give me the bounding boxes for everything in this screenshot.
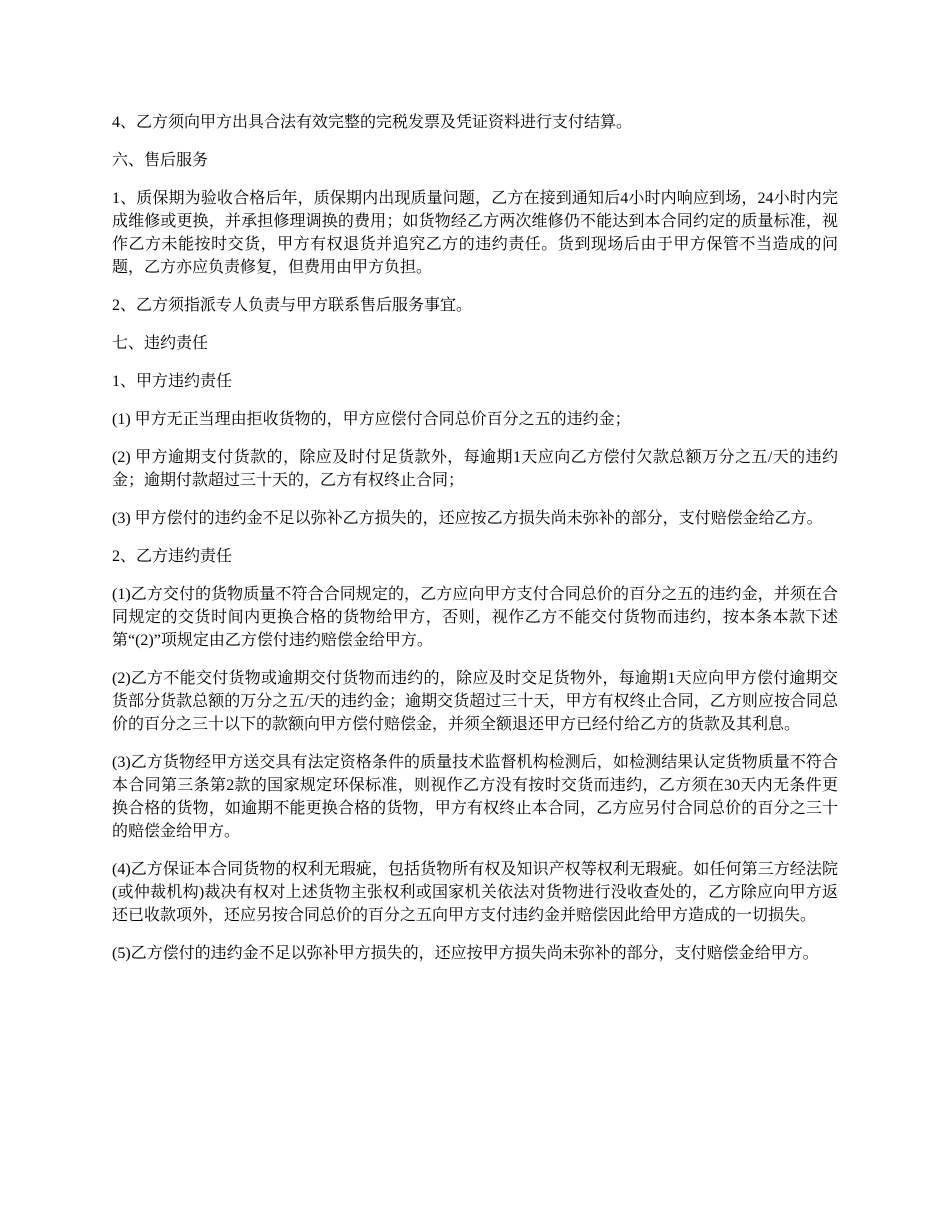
clause-invoice-settlement: 4、乙方须向甲方出具合法有效完整的完税发票及凭证资料进行支付结算。 <box>112 114 633 131</box>
subheading-party-b-liability: 2、乙方违约责任 <box>112 548 233 565</box>
document-page <box>112 111 838 980</box>
section-heading-liability: 七、违约责任 <box>112 335 209 352</box>
party-b-item-4: (4)乙方保证本合同货物的权利无瑕疵，包括货物所有权及知识产权等权利无瑕疵。如任何第三方经法院(或仲裁机构)裁决有权对上述货物主张权利或国家机关依法对货物进行没收查处的，乙方除应向甲方返还已收款项外，还应另按合同总价的百分之五向甲方支付违约金并赔偿因此给甲方造成的一切损失。 <box>112 861 838 924</box>
party-b-item-5: (5)乙方偿付的违约金不足以弥补甲方损失的，还应按甲方损失尚未弥补的部分，支付赔偿金给甲方。 <box>112 945 819 962</box>
section-heading-after-sales: 六、售后服务 <box>112 152 209 169</box>
party-b-item-3: (3)乙方货物经甲方送交具有法定资格条件的质量技术监督机构检测后，如检测结果认定货物质量不符合本合同第三条第2款的国家规定环保标准，则视作乙方没有按时交货而违约，乙方须在30天内无条件更换合格的货物，如逾期不能更换合格的货物，甲方有权终止本合同，乙方应另付合同总价的百分之三十的赔偿金给甲方。 <box>112 754 838 840</box>
party-a-item-2: (2) 甲方逾期支付货款的，除应及时付足货款外，每逾期1天应向乙方偿付欠款总额万分之五/天的违约金；逾期付款超过三十天的，乙方有权终止合同； <box>112 449 838 489</box>
clause-service-contact: 2、乙方须指派专人负责与甲方联系售后服务事宜。 <box>112 297 473 314</box>
party-a-item-1: (1) 甲方无正当理由拒收货物的，甲方应偿付合同总价百分之五的违约金； <box>112 411 631 428</box>
party-a-item-3: (3) 甲方偿付的违约金不足以弥补乙方损失的，还应按乙方损失尚未弥补的部分，支付赔偿金给乙方。 <box>112 510 823 527</box>
clause-warranty-period: 1、质保期为验收合格后年，质保期内出现质量问题，乙方在接到通知后4小时内响应到场，24小时内完成维修或更换，并承担修理调换的费用；如货物经乙方两次维修仍不能达到本合同约定的质量标准，视作乙方未能按时交货，甲方有权退货并追究乙方的违约责任。货到现场后由于甲方保管不当造成的问题，乙方亦应负责修复，但费用由甲方负担。 <box>112 190 838 276</box>
subheading-party-a-liability: 1、甲方违约责任 <box>112 373 233 390</box>
party-b-item-2: (2)乙方不能交付货物或逾期交付货物而违约的，除应及时交足货物外，每逾期1天应向甲方偿付逾期交货部分货款总额的万分之五/天的违约金；逾期交货超过三十天，甲方有权终止合同，乙方则应按合同总价的百分之三十以下的款额向甲方偿付赔偿金，并须全额退还甲方已经付给乙方的货款及其利息。 <box>112 670 838 733</box>
party-b-item-1: (1)乙方交付的货物质量不符合合同规定的，乙方应向甲方支付合同总价的百分之五的违约金，并须在合同规定的交货时间内更换合格的货物给甲方，否则，视作乙方不能交付货物而违约，按本条本款下述第“(2)”项规定由乙方偿付违约赔偿金给甲方。 <box>112 586 838 649</box>
